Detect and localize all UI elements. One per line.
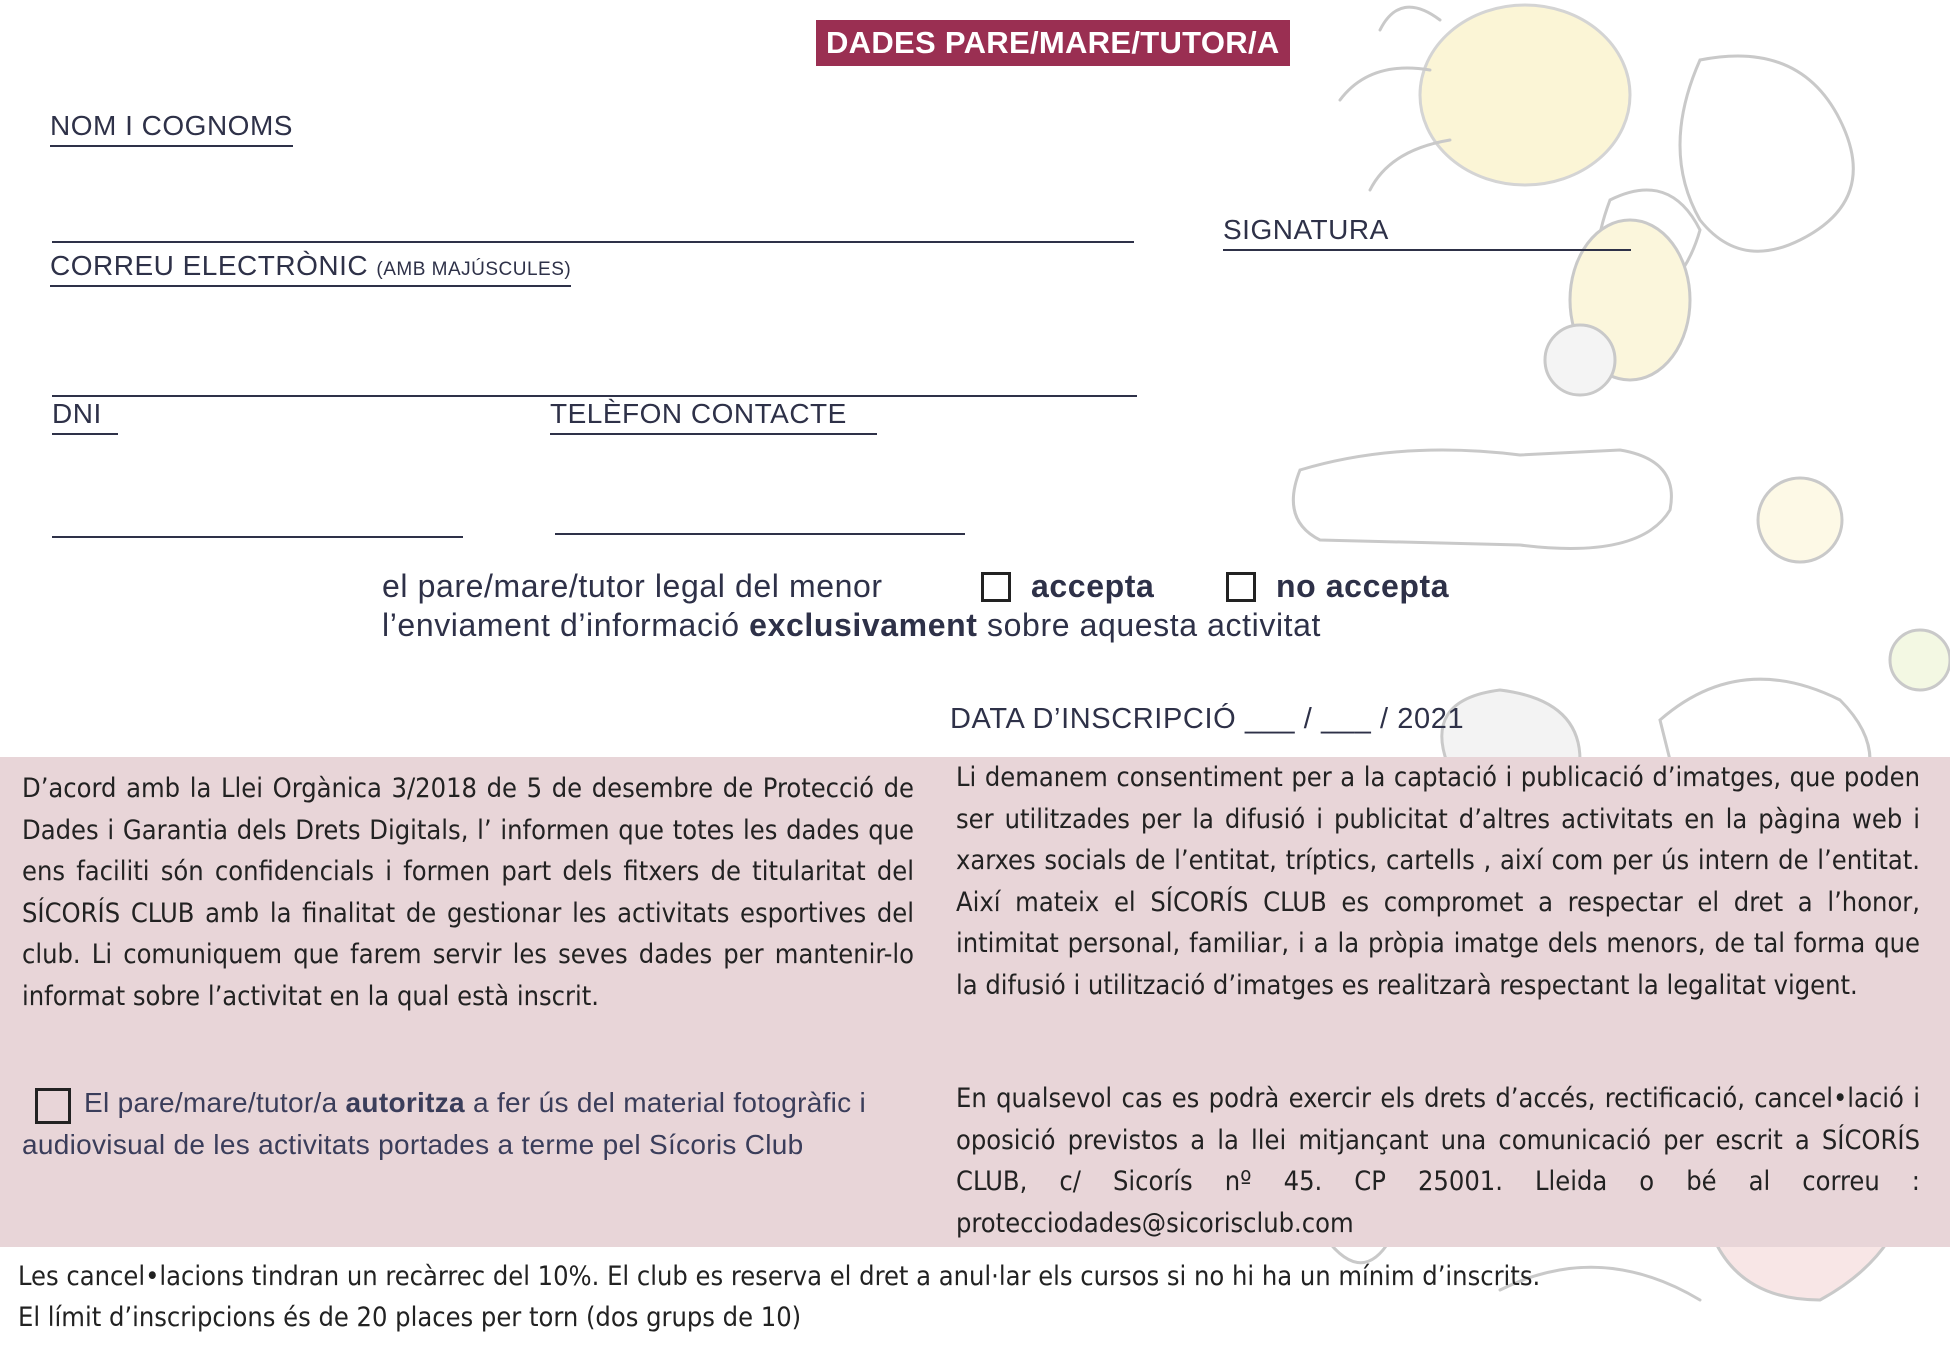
image-consent-notice	[956, 757, 1920, 1006]
authorization-text	[22, 1082, 902, 1165]
authorization-before: El pare/mare/tutor/a	[84, 1087, 338, 1118]
authorization-bold: autoritza	[345, 1087, 465, 1118]
image-consent-paragraph: Li demanem consentiment per a la captació i publicació d’imatges, que poden ser utilitzades per la difusió i publicitat d’altres activitats en la pàgina web i xarxes socials de l’entitat, tríptics, cartells , així com per ús intern de l’entitat. Així mateix el SÍCORÍS CLUB es compromet a respectar el dret a l’honor, intimitat personal, familiar, i a la pròpia imatge dels menors, de tal forma que la difusió i utilització d’imatges es realitzarà respectant la legalitat vigent.	[956, 762, 1920, 1001]
registration-date-year: 2021	[1397, 703, 1465, 735]
email-input-line[interactable]	[52, 395, 1137, 397]
consent-line2-before: l’enviament d’informació	[382, 607, 740, 643]
registration-date-blanks: ___ / ___ /	[1244, 703, 1389, 735]
reject-label-text: no accepta	[1276, 568, 1450, 604]
email-note: (AMB MAJÚSCULES)	[376, 259, 572, 280]
reject-label	[1276, 568, 1449, 605]
privacy-paragraph: D’acord amb la Llei Orgànica 3/2018 de 5 de desembre de Protecció de Dades i Garantia dels Drets Digitals, l’ informen que totes les dades que ens faciliti són confidencials i formen part dels fitxers de titularitat del SÍCORÍS CLUB amb la finalitat de gestionar les activitats esportives del club. Li comuniquem que farem servir les seves dades per mantenir-lo informat sobre l’activitat en la qual està inscrit.	[22, 773, 914, 1012]
name-input-line[interactable]	[52, 241, 1134, 243]
consent-line2-bold: exclusivament	[749, 607, 978, 643]
consent-prefix: el pare/mare/tutor legal del menor	[382, 568, 883, 604]
rights-paragraph: En qualsevol cas es podrà exercir els drets d’accés, rectificació, cancel•lació i oposició previstos a la llei mitjançant una comunicació per escrit a SÍCORÍS CLUB, c/ Sicorís nº 45. CP 25001. Lleida o bé al correu : protecciodades@sicorisclub.com	[956, 1083, 1920, 1239]
phone-input-line[interactable]	[555, 533, 965, 535]
footer-cancellation: Les cancel•lacions tindran un recàrrec del 10%. El club es reserva el dret a anul·lar els cursos si no hi ha un mínim d’inscrits.	[18, 1261, 1541, 1292]
phone-label: TELÈFON CONTACTE	[550, 398, 877, 435]
authorization-after: a fer ús del material fotogràfic i audiovisual de les activitats portades a terme pel Sícoris Club	[22, 1087, 867, 1160]
footer-limit: El límit d’inscripcions és de 20 places per torn (dos grups de 10)	[18, 1302, 802, 1333]
name-label: NOM I COGNOMS	[50, 110, 293, 147]
consent-line2-after: sobre aquesta activitat	[987, 607, 1322, 643]
registration-date	[950, 703, 1464, 736]
consent-line-2	[382, 607, 1321, 644]
signature-label: SIGNATURA	[1223, 214, 1631, 251]
accept-checkbox[interactable]	[981, 572, 1011, 602]
rights-notice	[956, 1078, 1920, 1244]
accept-label-text: accepta	[1031, 568, 1155, 604]
privacy-notice	[22, 768, 914, 1017]
accept-label	[1031, 568, 1154, 605]
dni-label: DNI	[52, 398, 118, 435]
reject-checkbox[interactable]	[1226, 572, 1256, 602]
consent-row	[382, 568, 883, 605]
dni-input-line[interactable]	[52, 536, 463, 538]
email-label	[50, 250, 571, 287]
section-title-badge: DADES PARE/MARE/TUTOR/A	[816, 20, 1290, 66]
registration-date-label: DATA D’INSCRIPCIÓ	[950, 703, 1237, 735]
email-label-text: CORREU ELECTRÒNIC	[50, 250, 369, 281]
